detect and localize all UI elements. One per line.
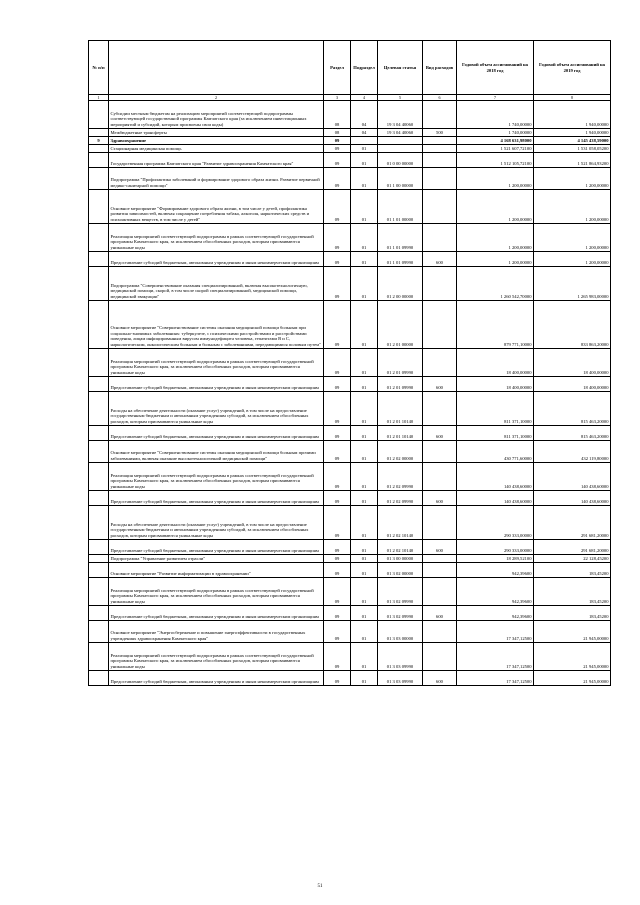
row-podrazdel: 01: [351, 540, 378, 555]
row-target-article: [378, 137, 423, 145]
row-amount-2018: 1 740,00000: [457, 129, 534, 137]
row-target-article: 01 3 02 00000: [378, 563, 423, 578]
row-razdel: 09: [324, 555, 351, 563]
row-amount-2019: 1 200,00000: [534, 168, 611, 190]
column-number: 6: [423, 95, 457, 101]
row-razdel: 09: [324, 441, 351, 463]
table-row: [89, 671, 611, 686]
row-amount-2019: 21 945,00000: [534, 621, 611, 643]
row-target-article: 01 3 03 00000: [378, 621, 423, 643]
row-razdel: 09: [324, 267, 351, 301]
row-expense-type: [423, 224, 457, 252]
row-number: [89, 506, 109, 540]
row-podrazdel: 01: [351, 643, 378, 671]
row-amount-2019: 432 119,80000: [534, 441, 611, 463]
row-amount-2018: 140 438,60000: [457, 491, 534, 506]
row-name: Реализация мероприятий соответствующей подпрограммы в рамках соответствующей государственной программы Камчатского края, за исключением обособленных расходов, которым присваиваются уникальные коды: [109, 463, 324, 491]
row-razdel: 08: [324, 101, 351, 129]
row-target-article: 01 2 02 00000: [378, 441, 423, 463]
row-amount-2018: 17 347,12500: [457, 671, 534, 686]
row-amount-2018: 942,39600: [457, 606, 534, 621]
row-number: [89, 145, 109, 153]
row-expense-type: [423, 137, 457, 145]
row-expense-type: [423, 145, 457, 153]
row-razdel: 09: [324, 377, 351, 392]
row-podrazdel: [351, 137, 378, 145]
table-row: [89, 563, 611, 578]
row-target-article: 01 3 02 09990: [378, 606, 423, 621]
row-amount-2019: 140 438,60000: [534, 491, 611, 506]
row-number: [89, 563, 109, 578]
row-name: Межбюджетные трансферты: [109, 129, 324, 137]
table-row: [89, 145, 611, 153]
row-amount-2018: 879 771,10000: [457, 301, 534, 349]
row-podrazdel: 01: [351, 377, 378, 392]
row-razdel: 09: [324, 540, 351, 555]
table-header-row: [89, 41, 611, 95]
budget-document: [88, 40, 610, 686]
row-name: Субсидии местным бюджетам на реализацию мероприятий соответствующей подпрограммы соответствующей государственной программы Камчатского края (за исключением инвестиционных мероприятий и субсидий, которым присвоены свои коды): [109, 101, 324, 129]
row-razdel: 09: [324, 463, 351, 491]
row-razdel: 09: [324, 392, 351, 426]
table-row: [89, 349, 611, 377]
table-row: [89, 540, 611, 555]
row-name: Предоставление субсидий бюджетным, автономным учреждениям и иным некоммерческим организациям: [109, 426, 324, 441]
row-razdel: 09: [324, 491, 351, 506]
row-amount-2018: 1 200,00000: [457, 224, 534, 252]
row-target-article: 01 2 02 09990: [378, 463, 423, 491]
row-amount-2019: 140 438,60000: [534, 463, 611, 491]
row-expense-type: [423, 555, 457, 563]
row-razdel: 09: [324, 252, 351, 267]
row-name: Расходы на обеспечение деятельности (оказание услуг) учреждений, в том числе на предоставление государственным бюджетным и автономным учреждениям субсидий, за исключением обособленных расходов, которым присваиваются уникальные коды: [109, 506, 324, 540]
row-amount-2018: 4 168 631,98000: [457, 137, 534, 145]
row-expense-type: 600: [423, 491, 457, 506]
row-target-article: 01 3 00 00000: [378, 555, 423, 563]
row-amount-2019: 4 145 438,59000: [534, 137, 611, 145]
row-razdel: 09: [324, 168, 351, 190]
row-target-article: 01 2 01 09990: [378, 349, 423, 377]
row-target-article: 01 3 03 09990: [378, 643, 423, 671]
row-razdel: 09: [324, 301, 351, 349]
row-number: [89, 224, 109, 252]
row-number: [89, 606, 109, 621]
row-amount-2018: 17 347,12500: [457, 643, 534, 671]
row-number: [89, 129, 109, 137]
table-row: [89, 555, 611, 563]
table-row: [89, 426, 611, 441]
column-number: 8: [534, 95, 611, 101]
row-name: Подпрограмма "Управление развитием отрасли": [109, 555, 324, 563]
row-amount-2019: 18 400,00000: [534, 377, 611, 392]
table-row: [89, 153, 611, 168]
row-number: 9: [89, 137, 109, 145]
row-target-article: 01 2 01 00000: [378, 301, 423, 349]
row-amount-2019: 183,45200: [534, 578, 611, 606]
row-podrazdel: 01: [351, 224, 378, 252]
row-expense-type: [423, 441, 457, 463]
table-row: [89, 224, 611, 252]
row-podrazdel: 01: [351, 168, 378, 190]
row-target-article: 19 3 04 40060: [378, 129, 423, 137]
row-expense-type: [423, 578, 457, 606]
column-number: 2: [109, 95, 324, 101]
row-name: Предоставление субсидий бюджетным, автономным учреждениям и иным некоммерческим организациям: [109, 671, 324, 686]
row-amount-2019: 815 463,20000: [534, 426, 611, 441]
table-row: [89, 301, 611, 349]
row-amount-2019: 1 200,00000: [534, 224, 611, 252]
row-amount-2018: 1 521 607,72100: [457, 145, 534, 153]
row-name: Основное мероприятие "Развитие информатизации в здравоохранении": [109, 563, 324, 578]
row-number: [89, 491, 109, 506]
row-amount-2018: 18 400,00000: [457, 377, 534, 392]
row-podrazdel: 01: [351, 491, 378, 506]
table-row: [89, 377, 611, 392]
row-amount-2018: 290 333,00000: [457, 540, 534, 555]
header-name: [109, 41, 324, 95]
row-target-article: 01 3 03 09990: [378, 671, 423, 686]
row-target-article: 01 1 01 09990: [378, 224, 423, 252]
row-number: [89, 643, 109, 671]
row-name: Предоставление субсидий бюджетным, автономным учреждениям и иным некоммерческим организациям: [109, 491, 324, 506]
row-amount-2018: 811 371,10000: [457, 392, 534, 426]
row-razdel: 09: [324, 190, 351, 224]
row-amount-2018: 1 260 542,70000: [457, 267, 534, 301]
row-expense-type: [423, 563, 457, 578]
table-row: [89, 491, 611, 506]
row-name: Государственная программа Камчатского края "Развитие здравоохранения Камчатского края": [109, 153, 324, 168]
row-expense-type: [423, 101, 457, 129]
row-number: [89, 540, 109, 555]
row-target-article: 01 1 00 00000: [378, 168, 423, 190]
row-podrazdel: 04: [351, 129, 378, 137]
row-name: Реализация мероприятий соответствующей подпрограммы в рамках соответствующей государственной программы Камчатского края, за исключением обособленных расходов, которым присваиваются уникальные коды: [109, 224, 324, 252]
row-number: [89, 621, 109, 643]
row-name: Подпрограмма "Совершенствование оказания специализированной, включая высокотехнологичную, медицинской помощи, скорой, в том числе скорой специализированной, медицинской помощи, медицинской эвакуации": [109, 267, 324, 301]
header-amount-2019: Годовой объем ассигнований на 2019 год: [534, 41, 611, 95]
row-expense-type: [423, 643, 457, 671]
row-expense-type: [423, 506, 457, 540]
row-number: [89, 190, 109, 224]
row-number: [89, 671, 109, 686]
row-razdel: 09: [324, 153, 351, 168]
row-expense-type: 600: [423, 377, 457, 392]
row-name: Предоставление субсидий бюджетным, автономным учреждениям и иным некоммерческим организациям: [109, 377, 324, 392]
row-podrazdel: 04: [351, 101, 378, 129]
table-row: [89, 606, 611, 621]
row-name: Основное мероприятие "Совершенствование системы оказания медицинской помощи больным при социально-значимых заболеваниях: туберкулезе, с психическими расстройствами и расстройствами поведения, лицам инфицированным вирусом иммунодефицита человека, гепатитами В и С, наркологическим, онкологическим больным и больным с заболеваниями, передающимися половым путем": [109, 301, 324, 349]
row-podrazdel: 01: [351, 349, 378, 377]
row-razdel: 09: [324, 621, 351, 643]
row-number: [89, 301, 109, 349]
row-number: [89, 153, 109, 168]
row-razdel: 09: [324, 506, 351, 540]
row-target-article: 01 2 02 10140: [378, 506, 423, 540]
row-podrazdel: 01: [351, 441, 378, 463]
row-amount-2018: 1 200,00000: [457, 190, 534, 224]
row-razdel: 09: [324, 578, 351, 606]
row-name: Основное мероприятие "Энергосбережение и повышение энергоэффективности в государственных учреждениях здравоохранения Камчатского края": [109, 621, 324, 643]
row-amount-2018: 1 740,00000: [457, 101, 534, 129]
row-name: Предоставление субсидий бюджетным, автономным учреждениям и иным некоммерческим организациям: [109, 252, 324, 267]
page-number: 51: [317, 884, 323, 889]
row-podrazdel: 01: [351, 506, 378, 540]
row-number: [89, 168, 109, 190]
row-name: Предоставление субсидий бюджетным, автономным учреждениям и иным некоммерческим организациям: [109, 606, 324, 621]
table-row: [89, 137, 611, 145]
row-expense-type: 600: [423, 606, 457, 621]
row-amount-2019: 291 681,20000: [534, 540, 611, 555]
table-row: [89, 129, 611, 137]
row-podrazdel: 01: [351, 153, 378, 168]
row-expense-type: [423, 168, 457, 190]
row-podrazdel: 01: [351, 301, 378, 349]
row-target-article: 01 2 02 09990: [378, 491, 423, 506]
row-number: [89, 555, 109, 563]
row-number: [89, 101, 109, 129]
row-name: Здравоохранение: [109, 137, 324, 145]
row-name: Расходы на обеспечение деятельности (оказание услуг) учреждений, в том числе на предоставление государственным бюджетным и автономным учреждениям субсидий, за исключением обособленных расходов, которым присваиваются уникальные коды: [109, 392, 324, 426]
row-number: [89, 252, 109, 267]
row-razdel: 09: [324, 145, 351, 153]
row-amount-2019: 183,45200: [534, 606, 611, 621]
header-razdel: Раздел: [324, 41, 351, 95]
row-amount-2019: 22 128,45200: [534, 555, 611, 563]
row-amount-2019: 1 940,00000: [534, 101, 611, 129]
row-razdel: 09: [324, 606, 351, 621]
row-amount-2018: 942,39600: [457, 563, 534, 578]
row-number: [89, 463, 109, 491]
row-amount-2018: 942,39600: [457, 578, 534, 606]
row-expense-type: [423, 153, 457, 168]
row-name: Предоставление субсидий бюджетным, автономным учреждениям и иным некоммерческим организациям: [109, 540, 324, 555]
row-amount-2018: 290 333,00000: [457, 506, 534, 540]
row-podrazdel: 01: [351, 145, 378, 153]
row-amount-2018: 811 371,10000: [457, 426, 534, 441]
table-row: [89, 463, 611, 491]
header-expense-type: Вид расходов: [423, 41, 457, 95]
budget-table: [88, 40, 611, 686]
row-number: [89, 441, 109, 463]
row-amount-2019: 815 463,20000: [534, 392, 611, 426]
row-amount-2018: 18 400,00000: [457, 349, 534, 377]
row-target-article: 01 2 00 00000: [378, 267, 423, 301]
table-body: [89, 101, 611, 686]
row-amount-2019: 183,45200: [534, 563, 611, 578]
row-razdel: 09: [324, 137, 351, 145]
row-target-article: 01 3 02 09990: [378, 578, 423, 606]
table-row: [89, 506, 611, 540]
column-number: 5: [378, 95, 423, 101]
row-amount-2019: 291 681,20000: [534, 506, 611, 540]
row-amount-2018: 140 438,60000: [457, 463, 534, 491]
row-amount-2019: 1 531 058,05200: [534, 145, 611, 153]
row-target-article: 01 2 02 10140: [378, 540, 423, 555]
table-row: [89, 441, 611, 463]
row-expense-type: 600: [423, 252, 457, 267]
row-razdel: 09: [324, 671, 351, 686]
row-expense-type: 600: [423, 671, 457, 686]
header-amount-2018: Годовой объем ассигнований на 2018 год: [457, 41, 534, 95]
table-row: [89, 392, 611, 426]
row-podrazdel: 01: [351, 621, 378, 643]
row-razdel: 09: [324, 349, 351, 377]
row-number: [89, 392, 109, 426]
row-name: Реализация мероприятий соответствующей подпрограммы в рамках соответствующей государственной программы Камчатского края, за исключением обособленных расходов, которым присваиваются уникальные коды: [109, 578, 324, 606]
row-podrazdel: 01: [351, 578, 378, 606]
row-number: [89, 377, 109, 392]
row-razdel: 09: [324, 224, 351, 252]
column-number: 4: [351, 95, 378, 101]
row-podrazdel: 01: [351, 555, 378, 563]
row-expense-type: [423, 301, 457, 349]
row-amount-2018: 18 289,52100: [457, 555, 534, 563]
row-amount-2019: 18 400,00000: [534, 349, 611, 377]
row-podrazdel: 01: [351, 252, 378, 267]
row-razdel: 08: [324, 129, 351, 137]
row-expense-type: [423, 463, 457, 491]
row-amount-2019: 1 940,00000: [534, 129, 611, 137]
row-razdel: 09: [324, 563, 351, 578]
row-target-article: 01 2 01 09990: [378, 377, 423, 392]
row-expense-type: [423, 190, 457, 224]
row-razdel: 09: [324, 643, 351, 671]
table-row: [89, 190, 611, 224]
table-row: [89, 168, 611, 190]
row-number: [89, 578, 109, 606]
row-razdel: 09: [324, 426, 351, 441]
row-expense-type: [423, 621, 457, 643]
row-expense-type: 500: [423, 129, 457, 137]
row-name: Основное мероприятие "Совершенствование системы оказания медицинской помощи больным прочими заболеваниями, включая оказание высокотехнологичной медицинской помощи": [109, 441, 324, 463]
row-amount-2019: 1 265 983,00000: [534, 267, 611, 301]
row-expense-type: [423, 392, 457, 426]
row-target-article: 01 2 01 10140: [378, 392, 423, 426]
row-podrazdel: 01: [351, 426, 378, 441]
column-number: 1: [89, 95, 109, 101]
row-amount-2018: 1 512 105,72100: [457, 153, 534, 168]
row-podrazdel: 01: [351, 392, 378, 426]
row-podrazdel: 01: [351, 563, 378, 578]
row-expense-type: 600: [423, 426, 457, 441]
row-amount-2019: 833 863,20000: [534, 301, 611, 349]
row-expense-type: 600: [423, 540, 457, 555]
row-name: Подпрограмма "Профилактика заболеваний и формирование здорового образа жизни. Развитие первичной медико-санитарной помощи": [109, 168, 324, 190]
table-row: [89, 578, 611, 606]
row-name: Основное мероприятие "Формирование здорового образа жизни, в том числе у детей, профилактика развития зависимостей, включая сокращение потребления табака, алкоголя, наркотических средств и психоактивных веществ, в том числе у детей": [109, 190, 324, 224]
row-amount-2019: 1 521 864,93200: [534, 153, 611, 168]
row-name: Реализация мероприятий соответствующей подпрограммы в рамках соответствующей государственной программы Камчатского края, за исключением обособленных расходов, которым присваиваются уникальные коды: [109, 643, 324, 671]
table-row: [89, 621, 611, 643]
row-target-article: 19 3 04 40060: [378, 101, 423, 129]
row-expense-type: [423, 267, 457, 301]
row-target-article: 01 1 01 00000: [378, 190, 423, 224]
table-row: [89, 643, 611, 671]
row-number: [89, 426, 109, 441]
row-podrazdel: 01: [351, 606, 378, 621]
column-number: 3: [324, 95, 351, 101]
row-name: Стационарная медицинская помощь: [109, 145, 324, 153]
header-target-article: Целевая статья: [378, 41, 423, 95]
header-podrazdel: Подраздел: [351, 41, 378, 95]
row-podrazdel: 01: [351, 463, 378, 491]
table-row: [89, 252, 611, 267]
row-podrazdel: 01: [351, 671, 378, 686]
row-number: [89, 349, 109, 377]
row-podrazdel: 01: [351, 190, 378, 224]
row-amount-2018: 1 200,00000: [457, 168, 534, 190]
table-row: [89, 267, 611, 301]
column-number: 7: [457, 95, 534, 101]
row-amount-2018: 17 347,12500: [457, 621, 534, 643]
row-name: Реализация мероприятий соответствующей подпрограммы в рамках соответствующей государственной программы Камчатского края, за исключением обособленных расходов, которым присваиваются уникальные коды: [109, 349, 324, 377]
row-expense-type: [423, 349, 457, 377]
row-amount-2019: 1 200,00000: [534, 190, 611, 224]
row-target-article: [378, 145, 423, 153]
row-amount-2018: 1 200,00000: [457, 252, 534, 267]
header-num: № п/п: [89, 41, 109, 95]
row-amount-2019: 21 945,00000: [534, 643, 611, 671]
row-target-article: 01 0 00 00000: [378, 153, 423, 168]
table-row: [89, 101, 611, 129]
row-amount-2018: 430 771,60000: [457, 441, 534, 463]
row-number: [89, 267, 109, 301]
row-amount-2019: 1 200,00000: [534, 252, 611, 267]
row-target-article: 01 2 01 10140: [378, 426, 423, 441]
row-amount-2019: 21 945,00000: [534, 671, 611, 686]
row-podrazdel: 01: [351, 267, 378, 301]
row-target-article: 01 1 01 09990: [378, 252, 423, 267]
